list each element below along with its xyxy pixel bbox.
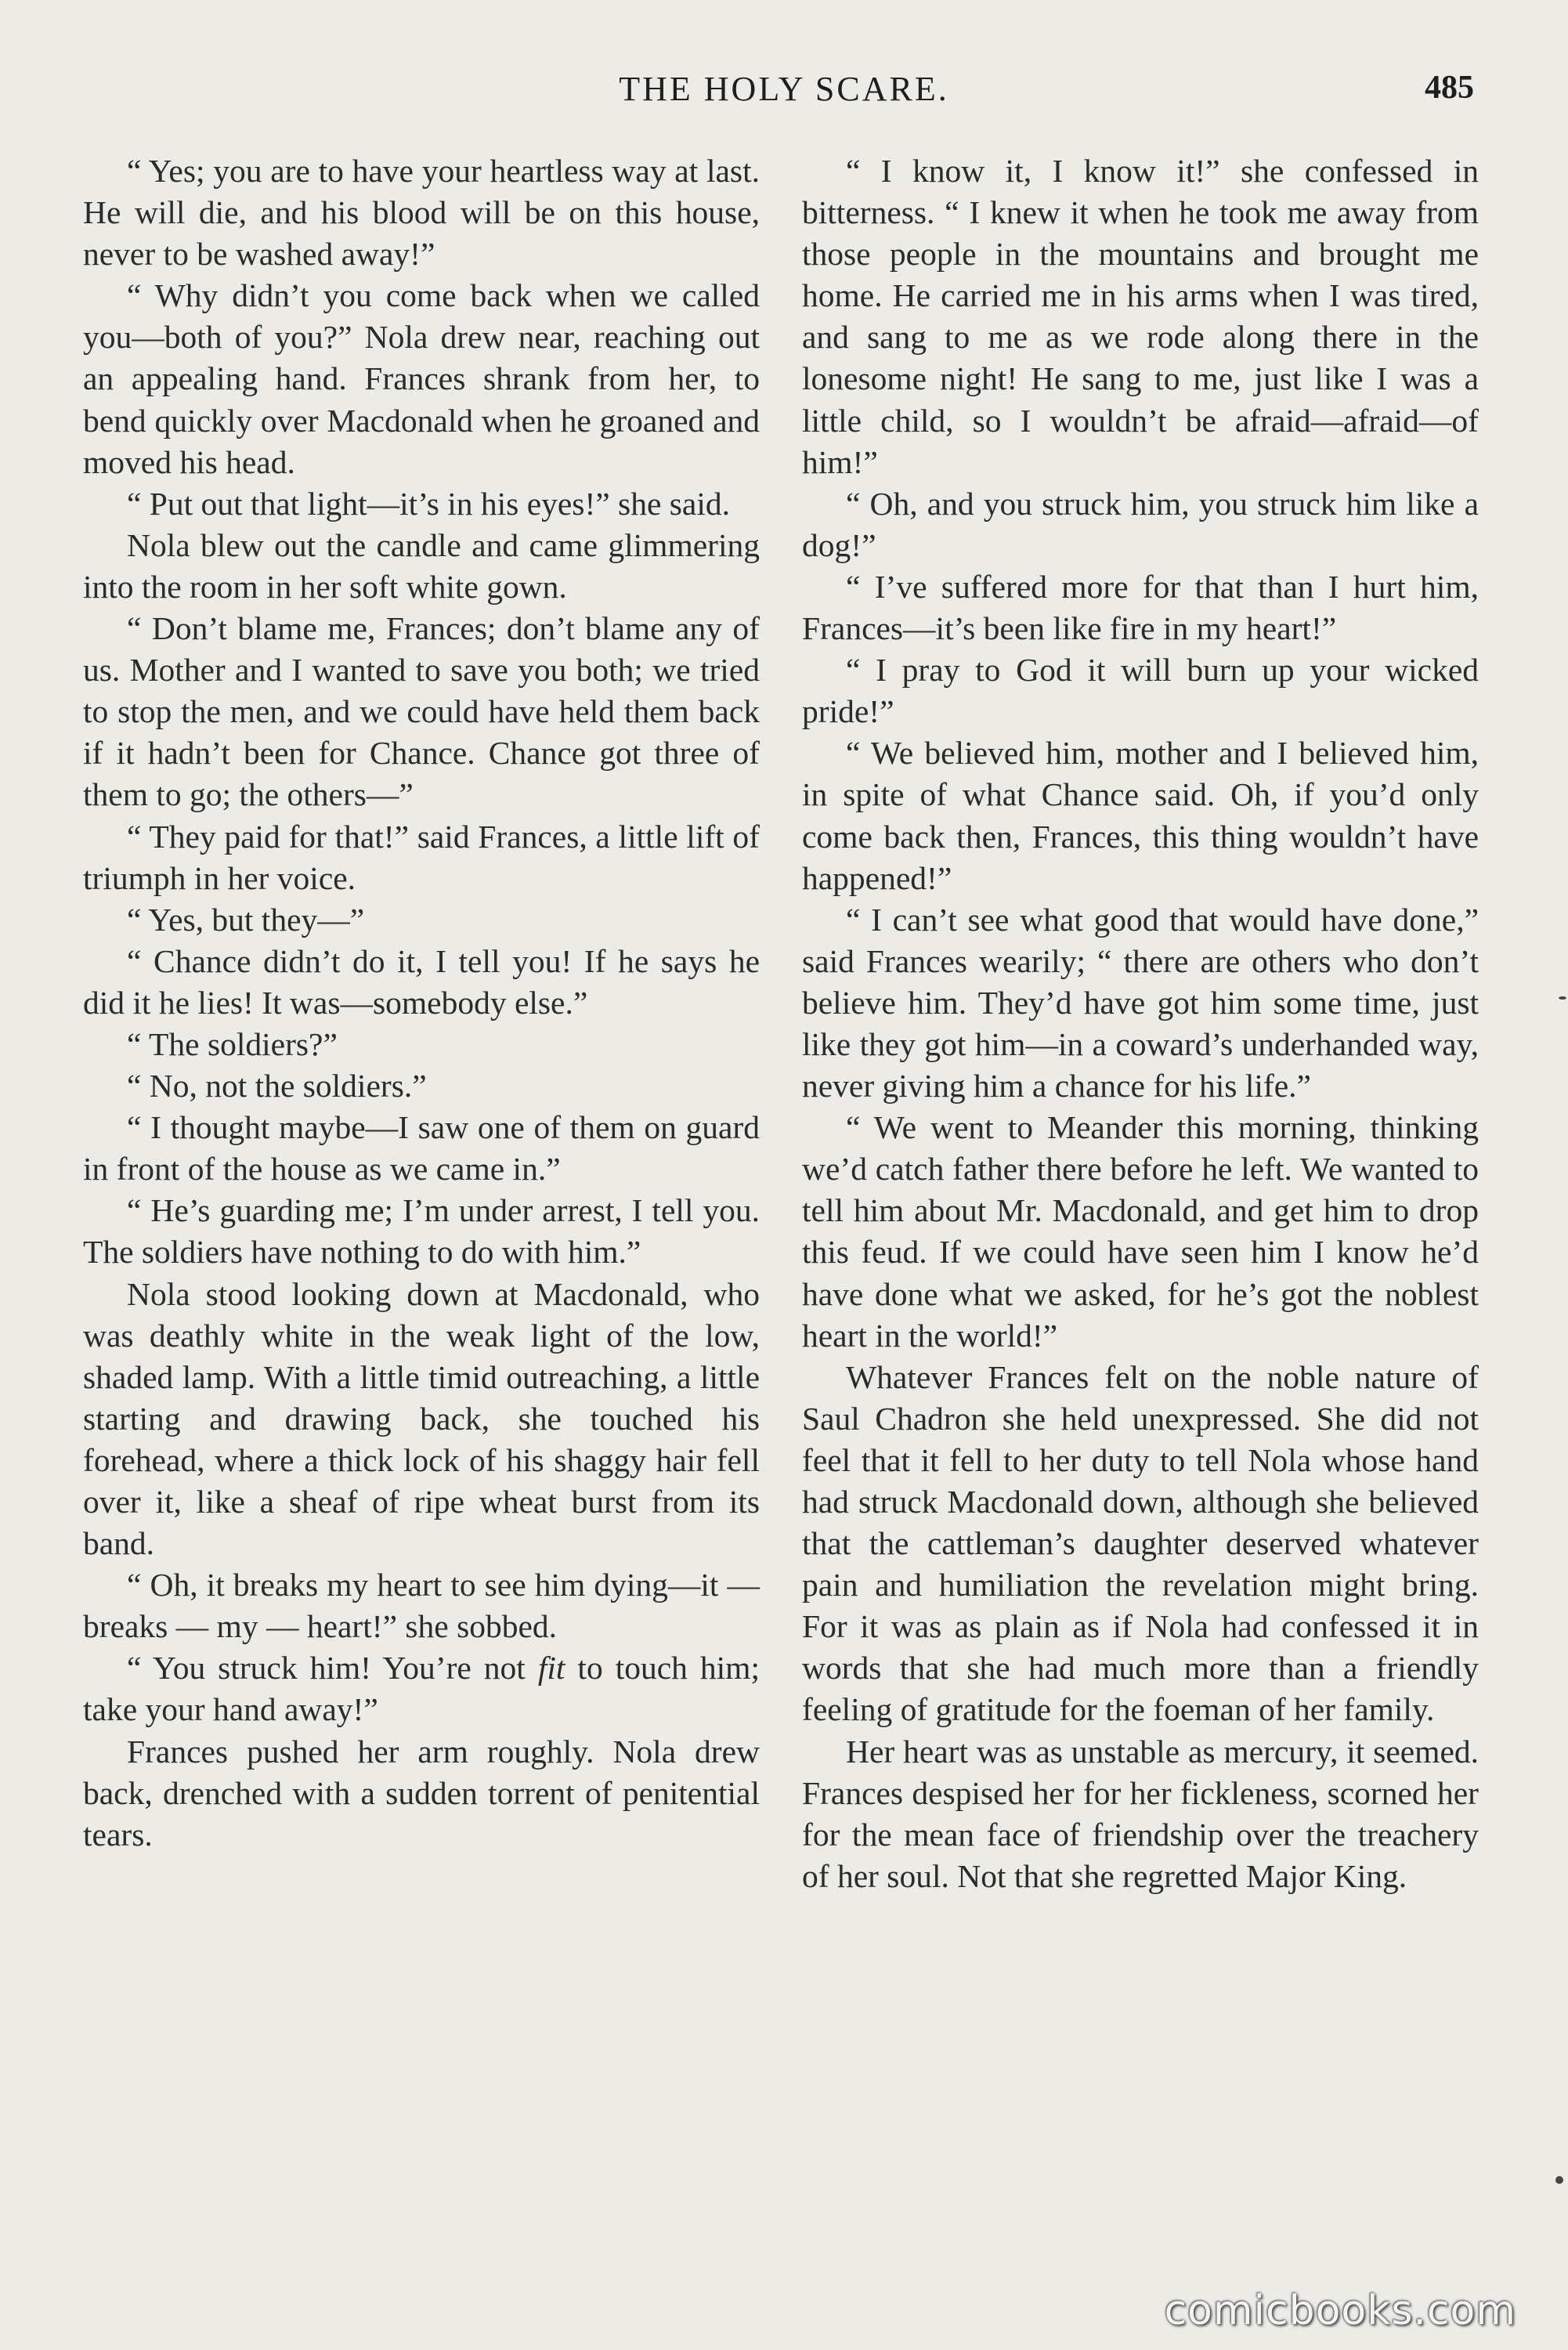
- page-number: 485: [1425, 70, 1474, 106]
- paragraph: “ Oh, and you struck him, you struck him like a dog!”: [802, 485, 1479, 563]
- left-text-column: [83, 150, 760, 1856]
- paragraph: “ The soldiers?”: [127, 1025, 338, 1062]
- paragraph: “ I’ve suffered more for that than I hurt him, Frances—it’s been like fire in my heart!”: [802, 568, 1479, 647]
- paragraph: “ Why didn’t you come back when we called you—both of you?” Nola drew near, reaching out an appealing hand. Frances shrank from her, to bend quickly over Macdonald when he groaned and moved his head.: [83, 277, 760, 480]
- running-title: THE HOLY SCARE.: [619, 70, 949, 108]
- paragraph: “ I pray to God it will burn up your wicked pride!”: [802, 652, 1479, 730]
- paragraph: “ Chance didn’t do it, I tell you! If he says he did it he lies! It was—somebody else.”: [83, 942, 760, 1021]
- paragraph: Frances pushed her arm roughly. Nola drew back, drenched with a sudden torrent of penitential tears.: [83, 1733, 760, 1853]
- page-header: [0, 69, 1568, 132]
- paragraph: “ Put out that light—it’s in his eyes!” she said.: [127, 485, 730, 522]
- paragraph: “ I can’t see what good that would have done,” said Frances wearily; “ there are others who don’t believe him. They’d have got him some time, just like they got him—in a coward’s underhanded way, never giving him a chance for his life.”: [802, 901, 1479, 1104]
- paragraph: “ We believed him, mother and I believed him, in spite of what Chance said. Oh, if you’d only come back then, Frances, this thing wouldn’t have happened!”: [802, 735, 1479, 896]
- paragraph: “ We went to Meander this morning, thinking we’d catch father there before he left. We wanted to tell him about Mr. Macdonald, and get him to drop this feud. If we could have seen him I know he’d have done what we asked, for he’s got the noblest heart in the world!”: [802, 1109, 1479, 1354]
- paragraph: “ I thought maybe—I saw one of them on guard in front of the house as we came in.”: [83, 1109, 760, 1188]
- paragraph: Whatever Frances felt on the noble nature of Saul Chadron she held unexpressed. She did not feel that it fell to her duty to tell Nola whose hand had struck Macdonald down, although she believed that the cattleman’s daughter deserved whatever pain and humiliation the revelation might bring. For it was as plain as if Nola had confessed it in words that she had much more than a friendly feeling of gratitude for the foeman of her family.: [802, 1358, 1479, 1728]
- paragraph: “ I know it, I know it!” she confessed in bitterness. “ I knew it when he took me away from those people in the mountains and brought me home. He carried me in his arms when I was tired, and sang to me as we rode along there in the lonesome night! He sang to me, just like I was a little child, so I wouldn’t be afraid—afraid—of him!”: [802, 153, 1479, 480]
- paragraph: “ Oh, it breaks my heart to see him dying—it — breaks — my — heart!” she sobbed.: [83, 1567, 760, 1645]
- paragraph: “ You struck him! You’re not fit to touch him; take your hand away!”: [83, 1650, 760, 1728]
- paragraph: “ Yes, but they—”: [127, 901, 365, 938]
- stray-ink-mark: [1559, 996, 1566, 1000]
- paragraph: Her heart was as unstable as mercury, it seemed. Frances despised her for her fickleness, scorned her for the mean face of friendship over the treachery of her soul. Not that she regretted Major King.: [802, 1733, 1479, 1894]
- paragraph: “ Don’t blame me, Frances; don’t blame any of us. Mother and I wanted to save you both; we tried to stop the men, and we could have held them back if it hadn’t been for Chance. Chance got three of them to go; the others—”: [83, 610, 760, 813]
- stray-ink-mark: [1555, 2176, 1563, 2184]
- paragraph: Nola blew out the candle and came glimmering into the room in her soft white gown.: [83, 526, 760, 605]
- paragraph: “ They paid for that!” said Frances, a little lift of triumph in her voice.: [83, 818, 760, 896]
- paragraph: “ No, not the soldiers.”: [127, 1068, 427, 1104]
- right-text-column: [802, 150, 1479, 1897]
- paragraph: “ Yes; you are to have your heartless way at last. He will die, and his blood will be on this house, never to be washed away!”: [83, 153, 760, 273]
- paragraph: “ He’s guarding me; I’m under arrest, I tell you. The soldiers have nothing to do with him.”: [83, 1192, 760, 1271]
- watermark-logo: comicbooks.com: [1164, 2287, 1516, 2334]
- paragraph: Nola stood looking down at Macdonald, who was deathly white in the weak light of the low, shaded lamp. With a little timid outreaching, a little starting and drawing back, she touched his forehead, where a thick lock of his shaggy hair fell over it, like a sheaf of ripe wheat burst from its band.: [83, 1275, 760, 1562]
